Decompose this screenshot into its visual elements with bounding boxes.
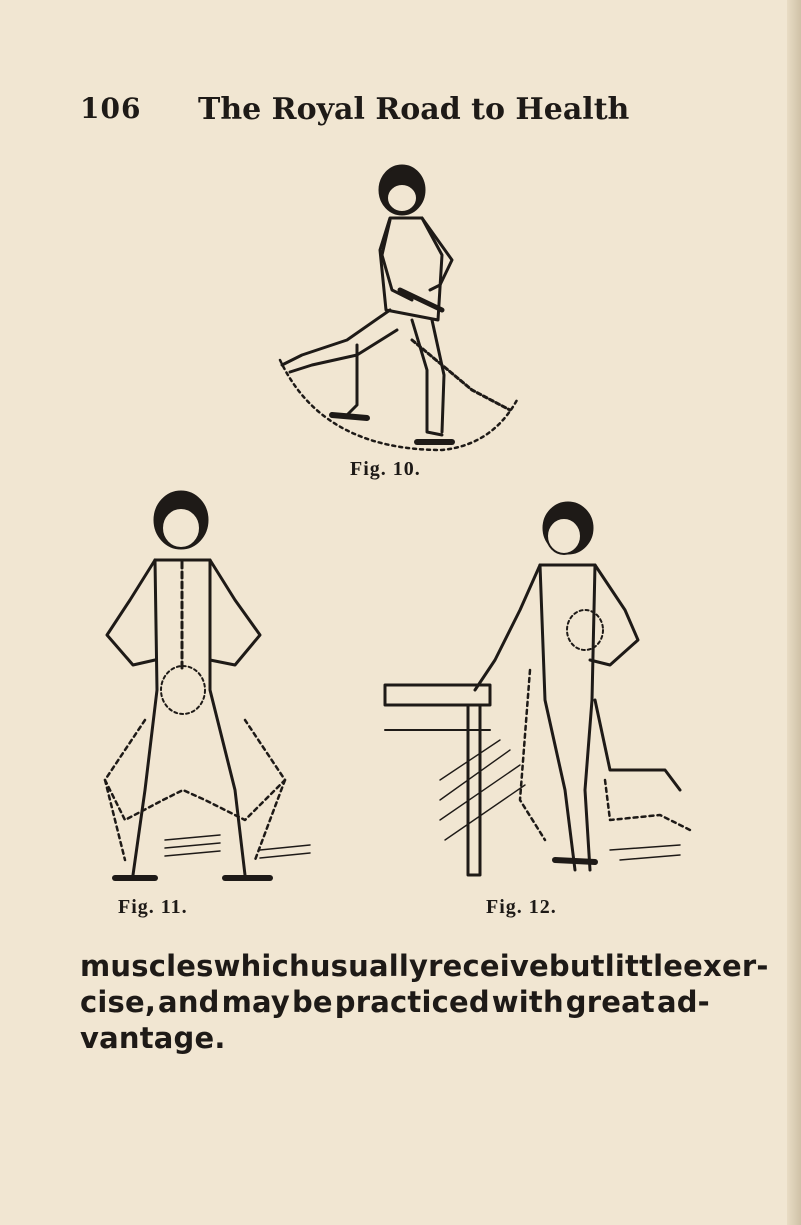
figure-11-illustration [85, 490, 325, 890]
running-title: The Royal Road to Health [198, 92, 630, 127]
page-number: 106 [80, 92, 142, 125]
word: little [604, 949, 684, 983]
word: usually [309, 949, 429, 983]
text-line-3 [80, 1020, 710, 1056]
page-edge [787, 0, 801, 1225]
text-line-2 [80, 984, 710, 1020]
running-header [80, 92, 700, 132]
word: but [548, 949, 605, 983]
body-paragraph [80, 948, 769, 1056]
figure-11-caption: Fig. 11. [118, 896, 188, 918]
word: practiced [334, 985, 490, 1019]
word: with [491, 985, 564, 1019]
figure-10-illustration [262, 160, 532, 460]
word: great [565, 985, 655, 1019]
word: may [221, 985, 290, 1019]
word: receive [428, 949, 549, 983]
word: and [158, 985, 220, 1019]
word: exer- [683, 949, 769, 983]
word: be [291, 985, 333, 1019]
word: which [213, 949, 310, 983]
figure-10-caption: Fig. 10. [350, 458, 421, 480]
word: cise, [80, 985, 157, 1019]
word: vantage. [80, 1021, 226, 1055]
figure-12-illustration [380, 500, 700, 890]
word: ad- [656, 985, 710, 1019]
text-line-1 [80, 948, 769, 984]
figure-12-caption: Fig. 12. [486, 896, 557, 918]
word: muscles [80, 949, 214, 983]
